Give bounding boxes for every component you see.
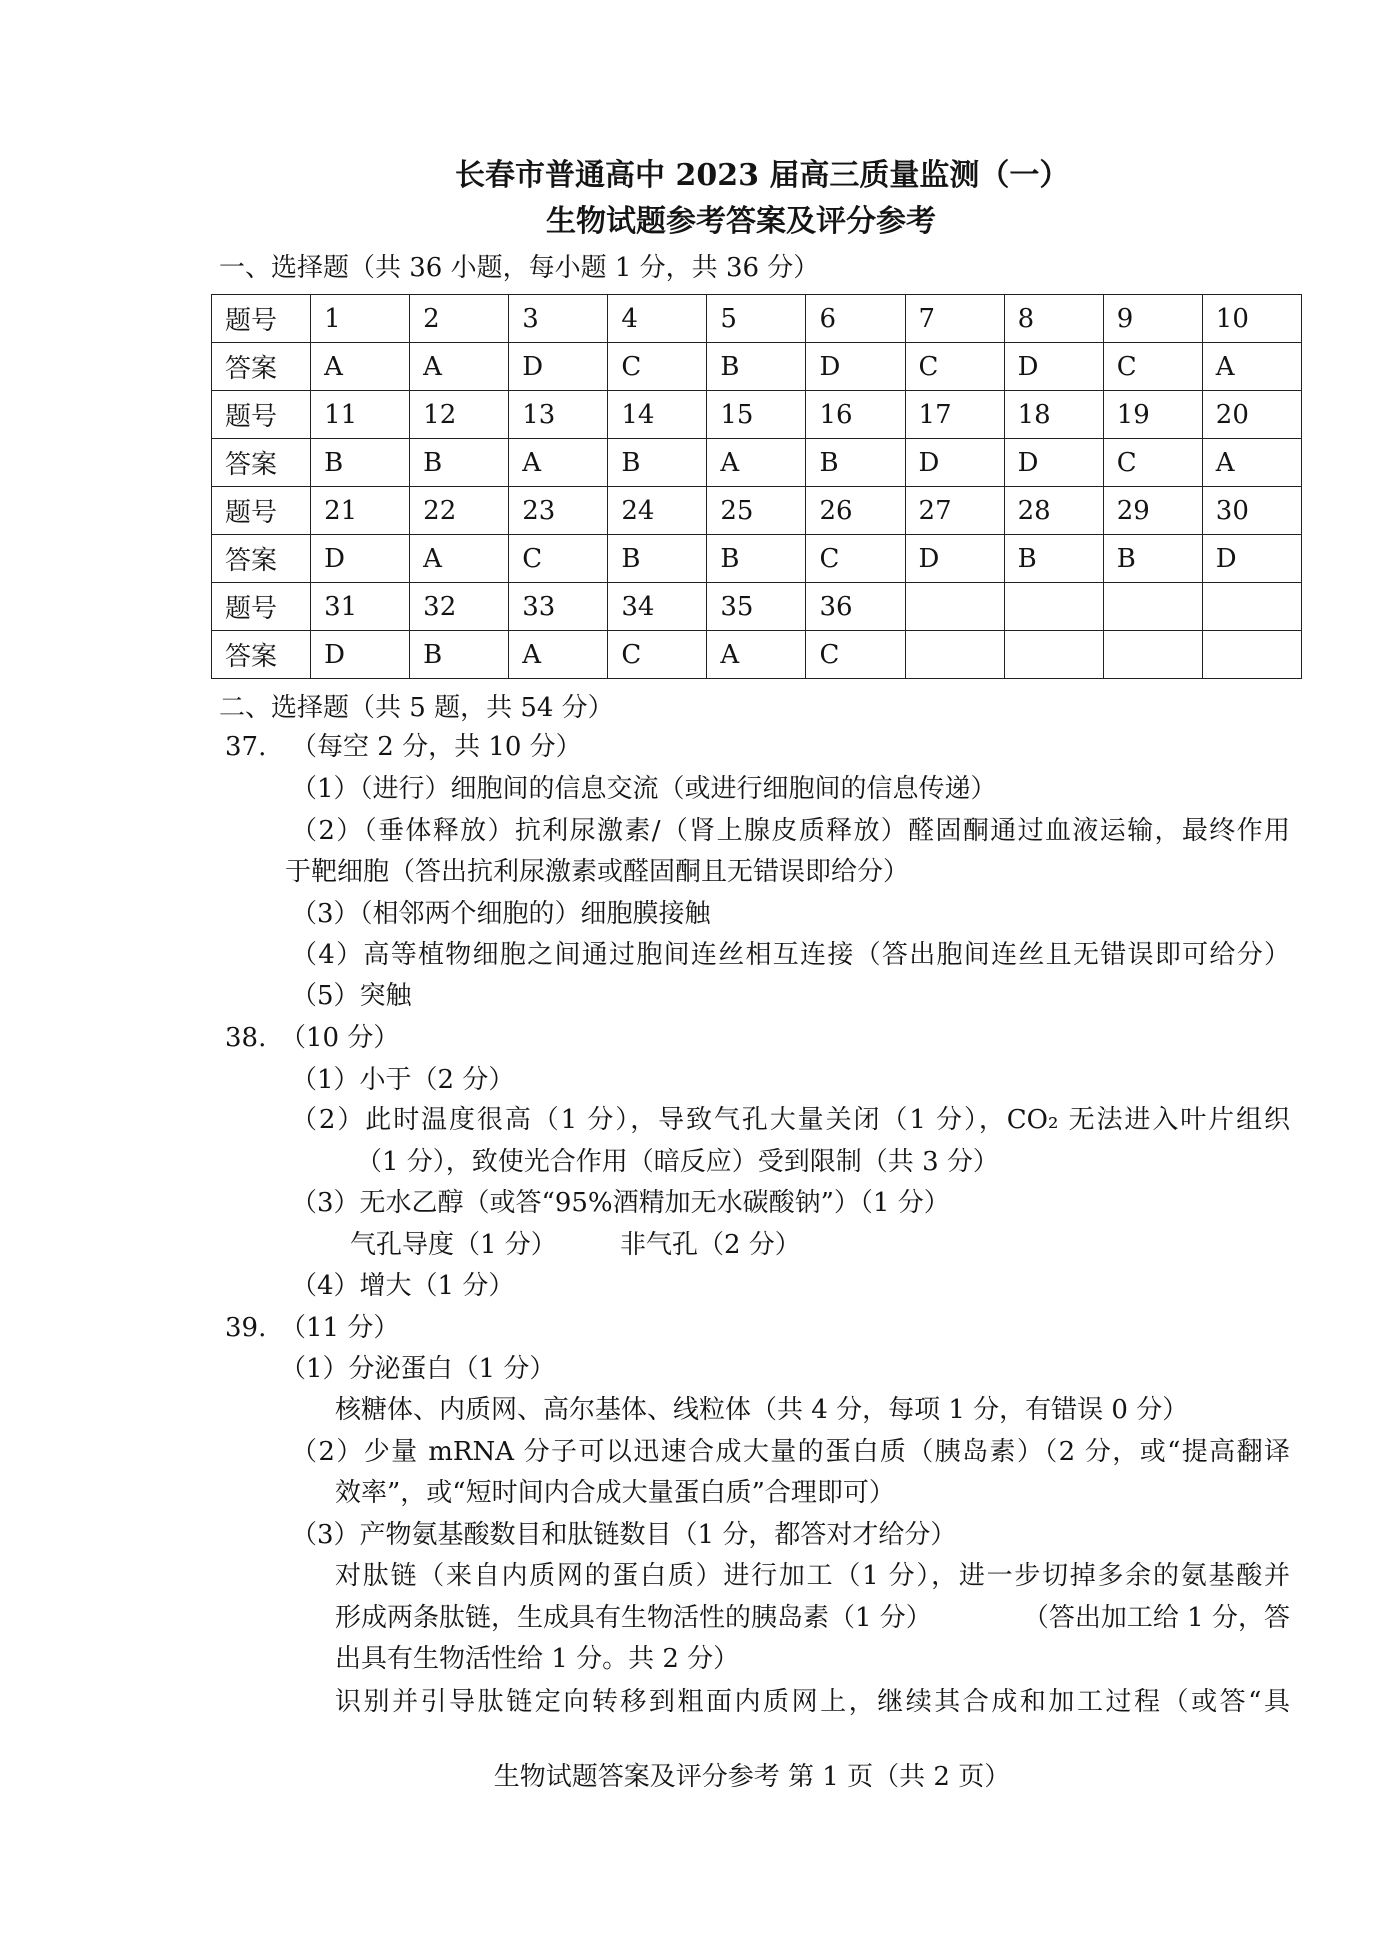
table-cell: C [806,535,905,583]
table-cell: 31 [311,583,410,631]
question-score: （每空 2 分，共 10 分） [291,732,582,762]
question-number: 39. [225,1313,267,1343]
table-cell: 7 [905,295,1004,343]
answer-line: （2）少量 mRNA 分子可以迅速合成大量的蛋白质（胰岛素）（2 分，或“提高翻译 [291,1437,1290,1467]
answer-line: （3）无水乙醇（或答“95%酒精加无水碳酸钠”）（1 分） [291,1188,950,1218]
table-cell: B [311,439,410,487]
page-title: 长春市普通高中 2023 届高三质量监测（一） [455,158,1070,193]
answer-line: （答出加工给 1 分，答 [1022,1603,1290,1633]
answer-line: （1）分泌蛋白（1 分） [280,1354,556,1384]
section2-heading: 二、选择题（共 5 题，共 54 分） [219,693,614,723]
table-cell [1202,631,1301,679]
table-cell [1004,631,1103,679]
table-cell: 29 [1103,487,1202,535]
table-row [212,535,1302,583]
answer-line: （5）突触 [291,981,412,1011]
question-score: （10 分） [280,1023,400,1053]
table-row [212,439,1302,487]
table-cell: A [509,439,608,487]
table-cell: 1 [311,295,410,343]
table-cell: A [707,439,806,487]
table-cell: D [1004,439,1103,487]
row-label: 答案 [212,439,311,487]
table-cell: C [509,535,608,583]
row-label: 题号 [212,583,311,631]
table-cell: 17 [905,391,1004,439]
table-cell: B [608,439,707,487]
table-row [212,295,1302,343]
table-cell: 22 [410,487,509,535]
row-label: 题号 [212,391,311,439]
table-cell: 2 [410,295,509,343]
row-label: 答案 [212,343,311,391]
table-cell: 18 [1004,391,1103,439]
table-cell: 27 [905,487,1004,535]
row-label: 题号 [212,487,311,535]
table-cell: B [1103,535,1202,583]
table-cell: 13 [509,391,608,439]
table-cell: 15 [707,391,806,439]
question-number: 37. [225,732,267,762]
table-cell: 12 [410,391,509,439]
section1-heading: 一、选择题（共 36 小题，每小题 1 分，共 36 分） [219,253,820,283]
table-cell [1103,583,1202,631]
table-cell: 9 [1103,295,1202,343]
table-cell: 24 [608,487,707,535]
table-cell: B [707,343,806,391]
answer-line: 出具有生物活性给 1 分。共 2 分） [335,1644,740,1674]
table-cell: 6 [806,295,905,343]
answer-table [211,294,1302,679]
table-row [212,343,1302,391]
table-cell: 23 [509,487,608,535]
page-subtitle: 生物试题参考答案及评分参考 [546,204,936,239]
table-cell: C [1103,439,1202,487]
table-cell: 16 [806,391,905,439]
answer-line: 气孔导度（1 分） [350,1230,557,1260]
table-cell [905,631,1004,679]
table-cell: 11 [311,391,410,439]
table-cell [1103,631,1202,679]
table-cell: 30 [1202,487,1301,535]
table-row [212,583,1302,631]
table-cell: D [1202,535,1301,583]
table-cell: A [410,535,509,583]
answer-line: 对肽链（来自内质网的蛋白质）进行加工（1 分），进一步切掉多余的氨基酸并 [335,1561,1290,1591]
table-cell: A [311,343,410,391]
table-cell: B [1004,535,1103,583]
table-cell: 5 [707,295,806,343]
table-cell: C [1103,343,1202,391]
table-cell: A [1202,343,1301,391]
table-cell [1202,583,1301,631]
question-number: 38. [225,1023,267,1053]
table-row [212,631,1302,679]
answer-line: （1）小于（2 分） [291,1065,515,1095]
answer-line: 于靶细胞（答出抗利尿激素或醛固酮且无错误即给分） [285,857,910,887]
table-cell: C [806,631,905,679]
answer-line: （1）（进行）细胞间的信息交流（或进行细胞间的信息传递） [291,774,997,804]
answer-line: 非气孔（2 分） [620,1230,801,1260]
table-cell: 34 [608,583,707,631]
table-cell [905,583,1004,631]
table-cell: A [707,631,806,679]
table-cell: D [806,343,905,391]
table-cell: 35 [707,583,806,631]
table-cell: 10 [1202,295,1301,343]
table-row [212,487,1302,535]
answer-line: 效率”，或“短时间内合成大量蛋白质”合理即可） [335,1478,895,1508]
answer-line: （4）高等植物细胞之间通过胞间连丝相互连接（答出胞间连丝且无错误即可给分） [291,940,1290,970]
answer-line: 核糖体、内质网、高尔基体、线粒体（共 4 分，每项 1 分，有错误 0 分） [335,1395,1189,1425]
table-cell: A [509,631,608,679]
table-cell: 26 [806,487,905,535]
table-cell: 8 [1004,295,1103,343]
row-label: 答案 [212,631,311,679]
row-label: 答案 [212,535,311,583]
table-cell: 36 [806,583,905,631]
table-cell: 20 [1202,391,1301,439]
table-cell: 19 [1103,391,1202,439]
table-cell: D [509,343,608,391]
table-cell: B [608,535,707,583]
table-cell: A [1202,439,1301,487]
table-cell: D [1004,343,1103,391]
table-cell: C [905,343,1004,391]
table-cell: D [311,631,410,679]
table-row [212,391,1302,439]
table-cell: A [410,343,509,391]
row-label: 题号 [212,295,311,343]
answer-line: （3）（相邻两个细胞的）细胞膜接触 [291,899,711,929]
table-cell: 3 [509,295,608,343]
table-cell: 25 [707,487,806,535]
table-cell: 14 [608,391,707,439]
table-cell: 33 [509,583,608,631]
answer-line: 形成两条肽链，生成具有生物活性的胰岛素（1 分） [335,1603,932,1633]
table-cell: C [608,343,707,391]
answer-line: （4）增大（1 分） [291,1271,515,1301]
table-cell: B [410,439,509,487]
table-cell [1004,583,1103,631]
table-cell: B [707,535,806,583]
table-cell: 4 [608,295,707,343]
table-cell: 21 [311,487,410,535]
table-cell: B [410,631,509,679]
table-cell: C [608,631,707,679]
table-cell: D [905,439,1004,487]
answer-line: （3）产物氨基酸数目和肽链数目（1 分，都答对才给分） [291,1520,957,1550]
table-cell: B [806,439,905,487]
answer-line: （2）（垂体释放）抗利尿激素/（肾上腺皮质释放）醛固酮通过血液运输，最终作用 [291,816,1290,846]
answer-line: （2）此时温度很高（1 分），导致气孔大量关闭（1 分），CO₂ 无法进入叶片组织 [291,1105,1290,1135]
table-cell: 32 [410,583,509,631]
table-cell: 28 [1004,487,1103,535]
answer-line: 识别并引导肽链定向转移到粗面内质网上，继续其合成和加工过程（或答“具 [335,1687,1290,1717]
answer-line: （1 分），致使光合作用（暗反应）受到限制（共 3 分） [356,1147,999,1177]
table-cell: D [311,535,410,583]
table-cell: D [905,535,1004,583]
page-footer: 生物试题答案及评分参考 第 1 页（共 2 页） [493,1762,1011,1792]
question-score: （11 分） [280,1313,400,1343]
